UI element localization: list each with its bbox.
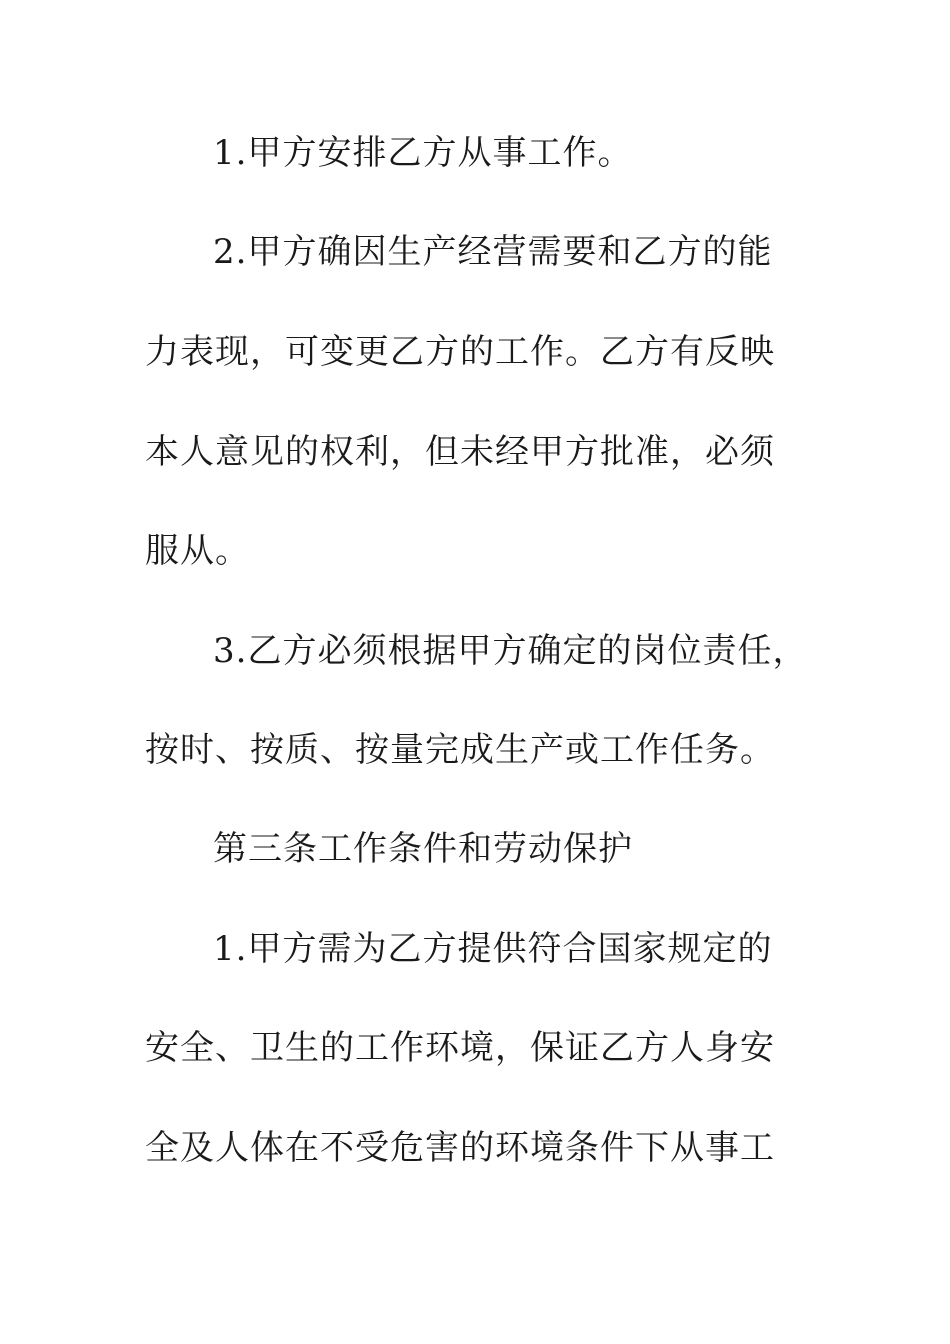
paragraph-line: 服从。 bbox=[145, 531, 250, 571]
paragraph-line: 2.甲方确因生产经营需要和乙方的能 bbox=[213, 232, 773, 272]
paragraph-line: 1.甲方需为乙方提供符合国家规定的 bbox=[213, 929, 773, 969]
paragraph-line: 按时、按质、按量完成生产或工作任务。 bbox=[145, 730, 775, 770]
paragraph-line: 1.甲方安排乙方从事工作。 bbox=[213, 133, 633, 173]
paragraph-line: 安全、卫生的工作环境，保证乙方人身安 bbox=[145, 1028, 775, 1068]
paragraph-line: 力表现，可变更乙方的工作。乙方有反映 bbox=[145, 332, 775, 372]
paragraph-line: 3.乙方必须根据甲方确定的岗位责任， bbox=[213, 631, 808, 671]
paragraph-line: 全及人体在不受危害的环境条件下从事工 bbox=[145, 1128, 775, 1168]
paragraph-line: 本人意见的权利，但未经甲方批准，必须 bbox=[145, 432, 775, 472]
section-heading: 第三条工作条件和劳动保护 bbox=[213, 829, 633, 869]
